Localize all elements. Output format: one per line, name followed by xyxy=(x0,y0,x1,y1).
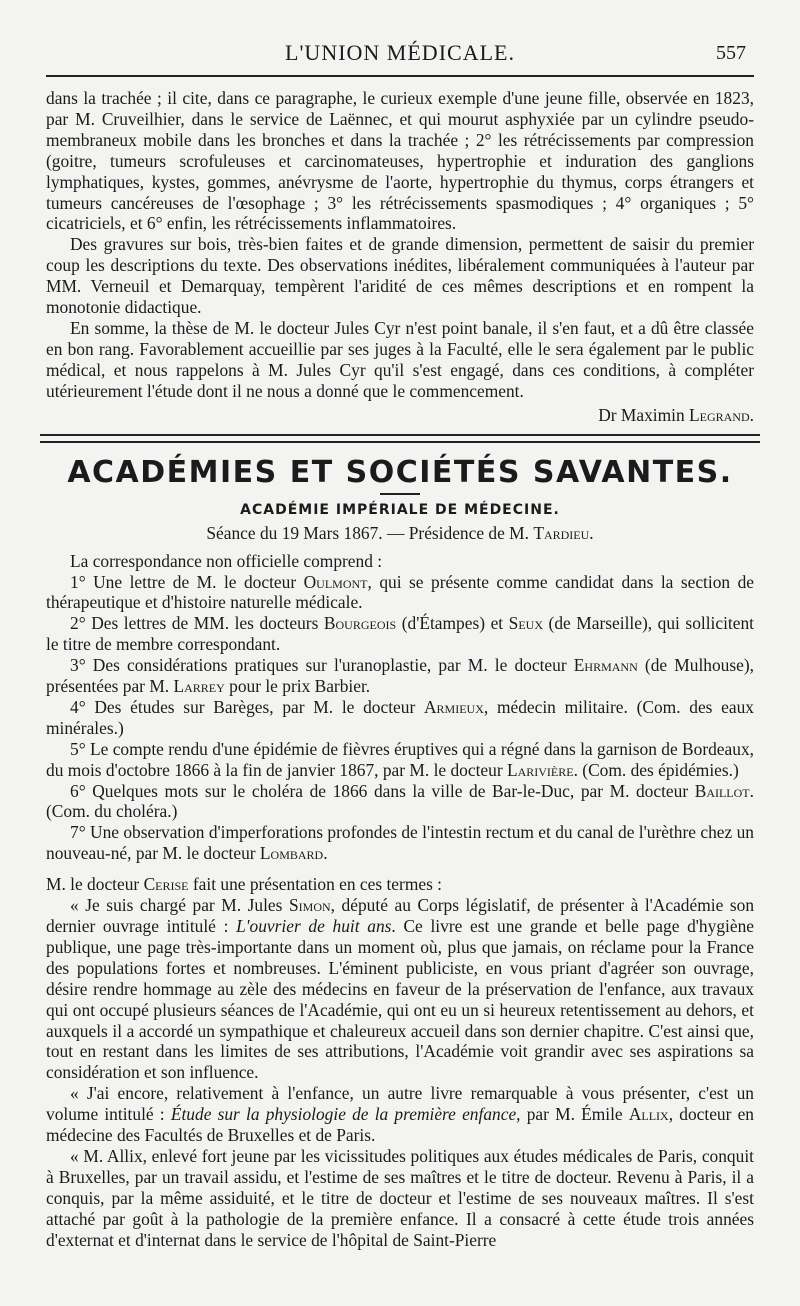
item-text: , médecin militaire. (Com. des eaux minérales.) xyxy=(46,696,755,738)
intro-text: M. le docteur xyxy=(46,874,144,895)
correspondence-item-4 xyxy=(46,697,754,739)
item-name: Larrey xyxy=(173,676,225,697)
item-name: Lombard xyxy=(259,843,324,864)
section-subtitle: ACADÉMIE IMPÉRIALE DE MÉDECINE. xyxy=(240,501,560,518)
para-text: , par M. Émile xyxy=(516,1104,629,1125)
signature-name: Legrand xyxy=(689,404,750,425)
item-text: 6° Quelques mots sur le choléra de 1866 dans la ville de Bar-le-Duc, par M. docteur xyxy=(70,780,695,801)
correspondence-item-5 xyxy=(46,739,754,781)
item-text: (de Mulhouse), présentées par M. xyxy=(46,655,754,697)
intro-paragraph-1: dans la trachée ; il cite, dans ce paragraphe, le curieux exemple d'une jeune fille, observée en 1823, par M. Cruveilhier, dans le service de Laënnec, et qui mourut asphyxiée par un cylindre pseudo-membraneux mobile dans les bronches et dans la trachée ; 2° les rétrécissements par compression (goitre, tumeurs scrofuleuses et carcinomateuses, hypertrophie et induration des ganglions lymphatiques, kystes, gommes, anévrysme de l'aorte, hypertrophie du thymus, corps étrangers et tumeurs cancéreuses de l'œsophage ; 3° les rétrécissements spasmodiques ; 4° organiques ; 5° cicatriciels, et 6° enfin, les rétrécissements inflammatoires. xyxy=(46,88,754,234)
header-rule xyxy=(46,75,754,77)
item-text: (d'Étampes) et xyxy=(396,613,509,634)
section-divider xyxy=(40,434,760,443)
author-name: Allix xyxy=(628,1104,669,1125)
spacer xyxy=(46,864,754,874)
item-text: , qui se présente comme candidat dans la section de thérapeutique et d'histoire naturelle médicale. xyxy=(46,571,755,613)
signature-suffix: . xyxy=(749,404,754,425)
section-title: ACADÉMIES ET SOCIÉTÉS SAVANTES. xyxy=(67,454,733,490)
book-title: Étude sur la physiologie de la première enfance xyxy=(170,1104,517,1125)
para-text: « J'ai encore, relativement à l'enfance, un autre livre remarquable à vous présenter, c'est un volume intitulé : xyxy=(46,1083,754,1125)
item-text: 4° Des études sur Barèges, par M. le docteur xyxy=(70,696,424,717)
intro-paragraph-3: En somme, la thèse de M. le docteur Jules Cyr n'est point banale, il s'en faut, et a dû être classée en bon rang. Favorablement accueillie par ses juges à la Faculté, elle le sera également par le public médical, et nous rappelons à M. Jules Cyr qu'il s'est engagé, dans ces conditions, à compléter utérieurement l'étude dont il ne nous a donné que le commencement. xyxy=(46,317,754,401)
item-name: Larivière xyxy=(506,759,574,780)
para-text: , député au Corps législatif, de présenter à l'Académie son dernier ouvrage intitulé : xyxy=(46,895,755,936)
title-rule xyxy=(380,493,420,495)
item-name: Armieux xyxy=(423,696,484,717)
book-title: L'ouvrier de huit ans xyxy=(236,916,392,936)
item-text: . xyxy=(323,843,328,864)
item-name: Seux xyxy=(508,613,544,634)
correspondence-item-6 xyxy=(46,781,754,823)
presentation-intro xyxy=(46,874,754,895)
item-text: 3° Des considérations pratiques sur l'uranoplastie, par M. le docteur xyxy=(70,655,574,676)
item-text: 7° Une observation d'imperforations profondes de l'intestin rectum et du canal de l'urèthre chez un nouveau-né, par M. le docteur xyxy=(46,822,754,864)
running-title: L'UNION MÉDICALE. xyxy=(285,40,515,65)
correspondence-item-2 xyxy=(46,613,754,655)
para-text: , docteur en médecine des Facultés de Bruxelles et de Paris. xyxy=(46,1104,755,1146)
item-text: pour le prix Barbier. xyxy=(224,676,371,697)
page-number: 557 xyxy=(716,42,746,64)
session-text: Séance du 19 Mars 1867. — Présidence de M. xyxy=(206,522,534,543)
intro-paragraph-2: Des gravures sur bois, très-bien faites et de grande dimension, permettent de saisir du premier coup les descriptions du texte. Des observations inédites, libéralement communiquées à l'auteur par MM. Verneuil et Demarquay, tempèrent l'aridité de ces mêmes descriptions et en rompent la monotonie didactique. xyxy=(46,234,754,318)
item-text: 5° Le compte rendu d'une épidémie de fièvres éruptives qui a régné dans la garnison de Bordeaux, du mois d'octobre 1866 à la fin de janvier 1867, par M. le docteur xyxy=(46,738,754,780)
body-text xyxy=(46,88,754,1251)
correspondence-intro: La correspondance non officielle comprend : xyxy=(70,550,383,571)
presenter-name: Cerise xyxy=(143,874,189,895)
presentation-paragraph-2 xyxy=(46,1083,754,1146)
item-text: . (Com. des épidémies.) xyxy=(573,759,739,780)
correspondence-item-3 xyxy=(46,655,754,697)
signature xyxy=(46,404,754,426)
item-text: 2° Des lettres de MM. les docteurs xyxy=(70,613,324,634)
session-end: . xyxy=(589,522,594,543)
item-name: Oulmont xyxy=(303,571,368,592)
correspondence-item-7 xyxy=(46,822,754,864)
para-text: « Je suis chargé par M. Jules xyxy=(70,895,289,916)
intro-text: fait une présentation en ces termes : xyxy=(188,874,443,895)
author-name: Simon xyxy=(288,895,331,916)
item-text: 1° Une lettre de M. le docteur xyxy=(70,571,304,592)
item-text: (de Marseille), qui sollicitent le titre de membre correspondant. xyxy=(46,613,755,655)
signature-prefix: Dr Maximin xyxy=(598,404,690,425)
para-text: . Ce livre est une grande et belle page d'hygiène publique, une page très-importante dans un moment où, plus que jamais, on réclame pour la France des populations fortes et nombreuses. L'éminent publiciste, en vous priant d'agréer son ouvrage, désire rendre hommage au zèle des médecins en faveur de la préservation de l'enfance, aux travaux qui ont occupé plusieurs séances de l'Académie, qui ont eu un si heureux retentissement au dehors, et auxquels il a accordé un sympathique et chaleureux accueil dans son dernier chapitre. C'est ainsi que, tout en restant dans les limites de ses attributions, l'Académie voit grandir avec ses aspirations sa considération et son influence. xyxy=(46,916,754,1083)
page-header xyxy=(0,36,800,70)
session-line xyxy=(46,521,754,545)
correspondence-item-1 xyxy=(46,572,754,614)
presentation-paragraph-3: « M. Allix, enlevé fort jeune par les vicissitudes politiques aux études médicales de Paris, conquit à Bruxelles, par un travail assidu, et l'estime de ses maîtres et le titre de docteur. Revenu à Paris, il a conquis, par la même assiduité, et le titre de docteur et l'estime de ses nouveaux maîtres. Il s'est attaché par goût à la pathologie de la première enfance. Il a consacré à cette étude trois années d'externat et d'internat dans le service de l'hôpital de Saint-Pierre xyxy=(46,1145,754,1250)
session-president: Tardieu xyxy=(533,522,590,543)
item-name: Baillot xyxy=(694,780,750,801)
item-text: . (Com. du choléra.) xyxy=(46,780,754,822)
item-name: Ehrmann xyxy=(573,655,638,676)
presentation-paragraph-1 xyxy=(46,895,754,1083)
item-name: Bourgeois xyxy=(323,613,397,634)
